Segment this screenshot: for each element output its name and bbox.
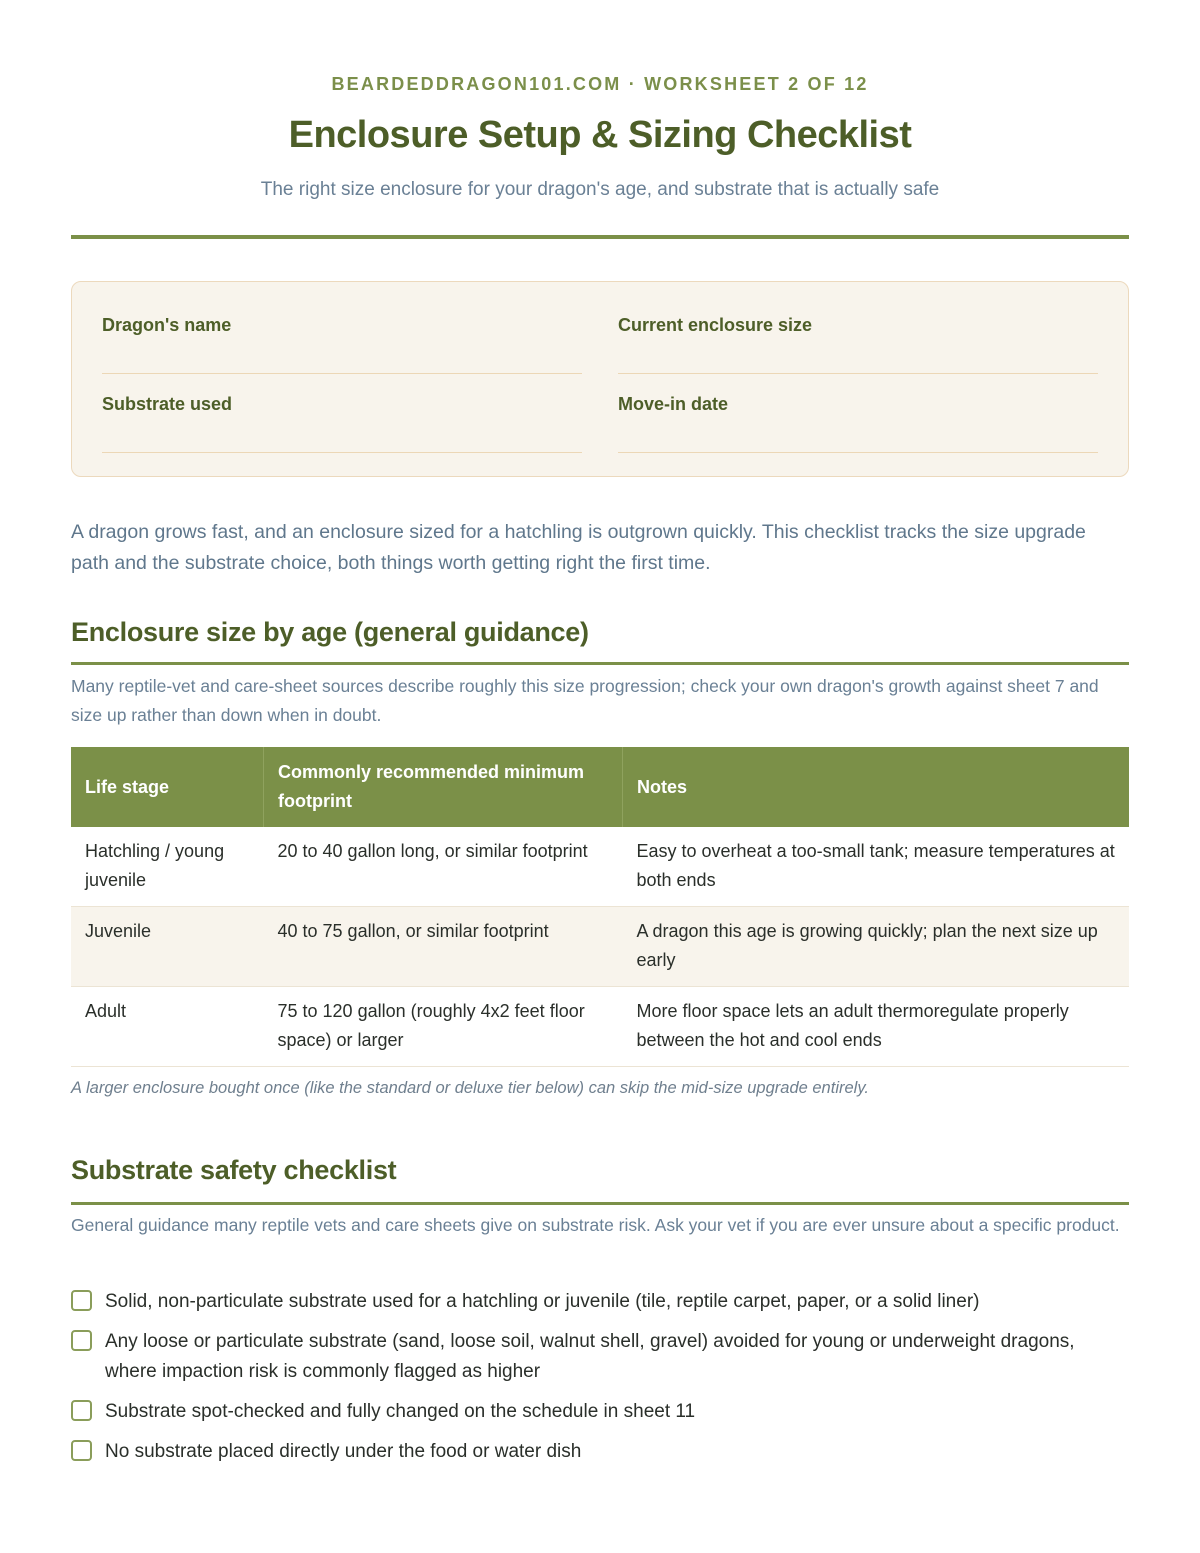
checklist-item-text: Substrate spot-checked and fully changed on the schedule in sheet 11 xyxy=(105,1401,696,1422)
page-title: Enclosure Setup & Sizing Checklist xyxy=(288,114,912,156)
table-header-row xyxy=(71,747,1129,827)
table-header-cell: Commonly recommended minimum footprint xyxy=(264,747,623,827)
table-row xyxy=(71,987,1129,1067)
dragon-name-field[interactable] xyxy=(102,315,582,336)
checkbox[interactable] xyxy=(71,1400,92,1421)
table-row xyxy=(71,907,1129,987)
substrate-checklist xyxy=(71,1287,1129,1477)
table-cell: Hatchling / young juvenile xyxy=(71,827,264,907)
size-section-divider xyxy=(71,662,1129,665)
enclosure-size-line[interactable] xyxy=(618,373,1098,374)
table-cell: Easy to overheat a too-small tank; measure temperatures at both ends xyxy=(623,827,1130,907)
substrate-label: Substrate used xyxy=(102,394,233,414)
checklist-item xyxy=(71,1397,1129,1427)
substrate-field[interactable] xyxy=(102,394,582,415)
substrate-line[interactable] xyxy=(102,452,582,453)
table-cell: 40 to 75 gallon, or similar footprint xyxy=(264,907,623,987)
checkbox[interactable] xyxy=(71,1330,92,1351)
checklist-item-text: No substrate placed directly under the food or water dish xyxy=(105,1441,582,1462)
table-cell: More floor space lets an adult thermoregulate properly between the hot and cool ends xyxy=(623,987,1130,1067)
header-divider xyxy=(71,235,1129,239)
table-cell: A dragon this age is growing quickly; plan the next size up early xyxy=(623,907,1130,987)
checkbox[interactable] xyxy=(71,1290,92,1311)
site-kicker: BEARDEDDRAGON101.COM · WORKSHEET 2 OF 12 xyxy=(331,74,869,94)
dragon-name-label: Dragon's name xyxy=(102,315,232,335)
size-section-heading: Enclosure size by age (general guidance) xyxy=(71,617,589,647)
table-header-cell: Notes xyxy=(623,747,1130,827)
dragon-name-line[interactable] xyxy=(102,373,582,374)
move-in-date-field[interactable] xyxy=(618,394,1098,415)
enclosure-size-field[interactable] xyxy=(618,315,1098,336)
page-subtitle: The right size enclosure for your dragon's age, and substrate that is actually safe xyxy=(260,179,940,200)
table-cell: Juvenile xyxy=(71,907,264,987)
intro-paragraph: A dragon grows fast, and an enclosure sized for a hatchling is outgrown quickly. This checklist tracks the size upgrade path and the substrate choice, both things worth getting right the first time. xyxy=(71,521,1086,574)
enclosure-size-label: Current enclosure size xyxy=(618,315,813,335)
checklist-item xyxy=(71,1287,1129,1317)
checklist-item-text: Any loose or particulate substrate (sand, loose soil, walnut shell, gravel) avoided for young or underweight dragons, where impaction risk is commonly flagged as higher xyxy=(105,1331,1075,1382)
table-cell: Adult xyxy=(71,987,264,1067)
table-caption: A larger enclosure bought once (like the standard or deluxe tier below) can skip the mid-size upgrade entirely. xyxy=(71,1079,869,1097)
substrate-section-note: General guidance many reptile vets and care sheets give on substrate risk. Ask your vet if you are ever unsure about a specific product. xyxy=(71,1215,1120,1235)
size-table xyxy=(71,747,1129,1067)
checklist-item xyxy=(71,1437,1129,1467)
checklist-item-text: Solid, non-particulate substrate used for a hatchling or juvenile (tile, reptile carpet, paper, or a solid liner) xyxy=(105,1291,980,1312)
substrate-section-heading: Substrate safety checklist xyxy=(71,1155,397,1185)
table-cell: 20 to 40 gallon long, or similar footprint xyxy=(264,827,623,907)
table-header-cell: Life stage xyxy=(71,747,264,827)
substrate-section-divider xyxy=(71,1202,1129,1205)
table-cell: 75 to 120 gallon (roughly 4x2 feet floor space) or larger xyxy=(264,987,623,1067)
move-in-date-label: Move-in date xyxy=(618,394,729,414)
size-section-note: Many reptile-vet and care-sheet sources describe roughly this size progression; check your own dragon's growth against sheet 7 and size up rather than down when in doubt. xyxy=(71,676,1099,725)
checklist-item xyxy=(71,1327,1129,1387)
dragon-info-form xyxy=(71,281,1129,477)
checkbox[interactable] xyxy=(71,1440,92,1461)
table-row xyxy=(71,827,1129,907)
move-in-date-line[interactable] xyxy=(618,452,1098,453)
